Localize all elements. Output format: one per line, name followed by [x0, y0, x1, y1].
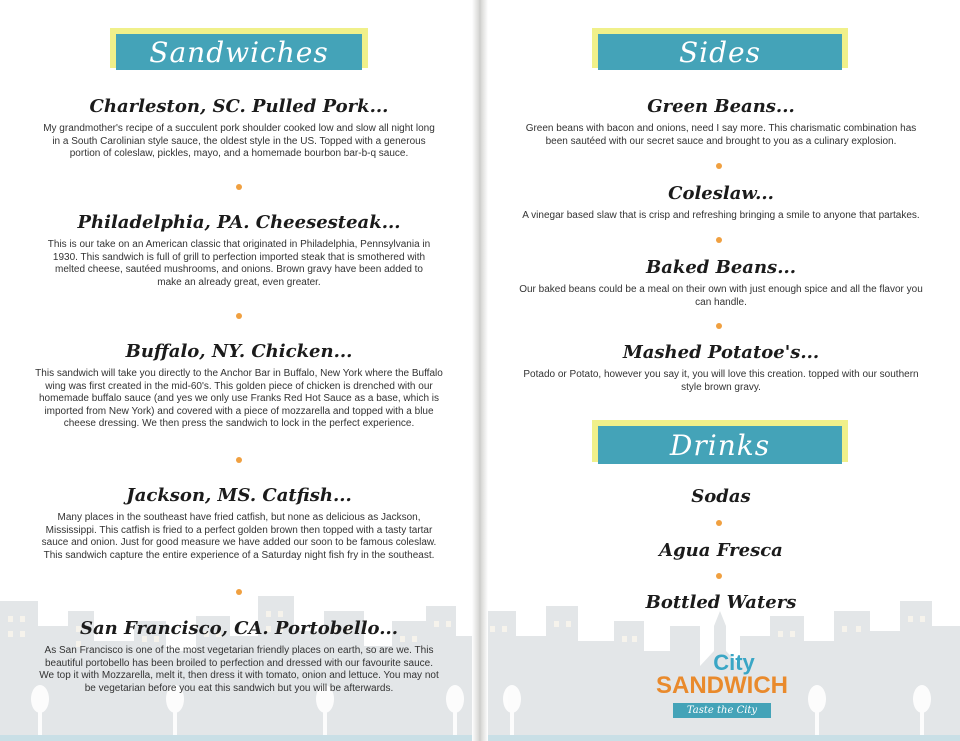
banner-face: [116, 34, 362, 70]
separator-dot: [716, 573, 722, 579]
banner-face: [598, 34, 842, 70]
menu-item: [0, 618, 478, 695]
menu-item: [0, 341, 478, 431]
banner-face: [598, 426, 842, 464]
section-heading: Sides: [679, 35, 761, 69]
separator-dot: [716, 163, 722, 169]
item-description: Our baked beans could be a meal on their own with just enough spice and all the flavor you can handle.: [519, 284, 923, 308]
menu-item: [0, 212, 478, 289]
logo-line1: City: [713, 650, 755, 675]
menu-item: [482, 183, 960, 223]
item-description: My grandmother's recipe of a succulent pork shoulder cooked low and slow all night long in a South Carolinian style sauce, the oldest style in the US. Topped with a generous portion of coleslaw, pickles, mayo, and a homemade bourbon bar-b-q sauce.: [43, 123, 435, 159]
item-description: Many places in the southeast have fried catfish, but none as delicious as Jackson, Mississippi. This catfish is fried to a perfect golden brown then topped with a tasty tartar sauce and onion. Just for good measure we have added our soon to be famous coleslaw. This sandwich capture the entire experience of a Saturday night fish fry in the southeast.: [41, 512, 437, 561]
section-heading: Sandwiches: [149, 35, 329, 69]
item-description: This is our take on an American classic that originated in Philadelphia, Pennsylvania in 1930. This sandwich is full of grill to perfection imported steak that is smothered with melted cheese, sautéed mushrooms, and onions. Brown gravy have been added to make an already great, even greater.: [47, 239, 431, 288]
logo-line2: SANDWICH: [656, 672, 788, 699]
separator-dot: [236, 313, 242, 319]
left-page: [0, 0, 478, 741]
menu-item: [0, 96, 478, 161]
separator-dot: [236, 589, 242, 595]
bottom-strip: [0, 735, 478, 741]
item-name: Philadelphia, PA. Cheesesteak...: [77, 212, 401, 233]
drink-item: Sodas: [691, 486, 751, 507]
menu-item: [482, 342, 960, 394]
bottom-strip: [482, 735, 960, 741]
item-description: Potado or Potato, however you say it, you will love this creation. topped with our southern style brown gravy.: [523, 369, 919, 393]
sides-banner: [592, 28, 848, 68]
separator-dot: [236, 457, 242, 463]
item-name: Baked Beans...: [645, 257, 796, 278]
item-name: Jackson, MS. Catfish...: [126, 485, 352, 506]
separator-dot: [716, 323, 722, 329]
item-description: This sandwich will take you directly to the Anchor Bar in Buffalo, New York where the Buffalo wing was first created in the mid-60's. This golden piece of chicken is drenched with our homemade buffalo sauce (and yes we only use Franks Red Hot Sauce as a base, which is imported from New York) and covered with a piece of mozzarella and topped with a blue cheese dressing. We then press the sandwich to lock in the perfect experience.: [35, 368, 443, 429]
separator-dot: [716, 520, 722, 526]
book-gutter: [472, 0, 488, 741]
item-name: San Francisco, CA. Portobello...: [79, 618, 399, 639]
drink-item: Bottled Waters: [645, 592, 797, 613]
city-sandwich-logo: [652, 652, 792, 718]
right-page: [482, 0, 960, 741]
item-name: Green Beans...: [647, 96, 795, 117]
drinks-banner: [592, 420, 848, 462]
item-name: Coleslaw...: [668, 183, 774, 204]
drink-item: Agua Fresca: [659, 540, 783, 561]
menu-item: [0, 485, 478, 562]
menu-item: [482, 257, 960, 309]
menu-item: [482, 96, 960, 148]
sandwiches-banner: [110, 28, 368, 68]
logo-tagline: Taste the City: [673, 703, 771, 718]
item-name: Charleston, SC. Pulled Pork...: [89, 96, 389, 117]
item-description: As San Francisco is one of the most vegetarian friendly places on earth, so are we. This beautiful portobello has been broiled to perfection and dressed with our favourite sauce. We top it with Mozzarella, melt it, then dress it with tomato, onion and lettuce. You may not be vegetarian before you eat this sandwich but you will be afterwards.: [39, 645, 439, 694]
separator-dot: [716, 237, 722, 243]
section-heading: Drinks: [669, 428, 771, 462]
item-description: Green beans with bacon and onions, need I say more. This charismatic combination has been sautéed with our secret sauce and brought to you as a culinary explosion.: [525, 123, 917, 147]
item-name: Mashed Potatoe's...: [622, 342, 820, 363]
item-name: Buffalo, NY. Chicken...: [125, 341, 353, 362]
item-description: A vinegar based slaw that is crisp and refreshing bringing a smile to anyone that partakes.: [522, 210, 920, 221]
separator-dot: [236, 184, 242, 190]
